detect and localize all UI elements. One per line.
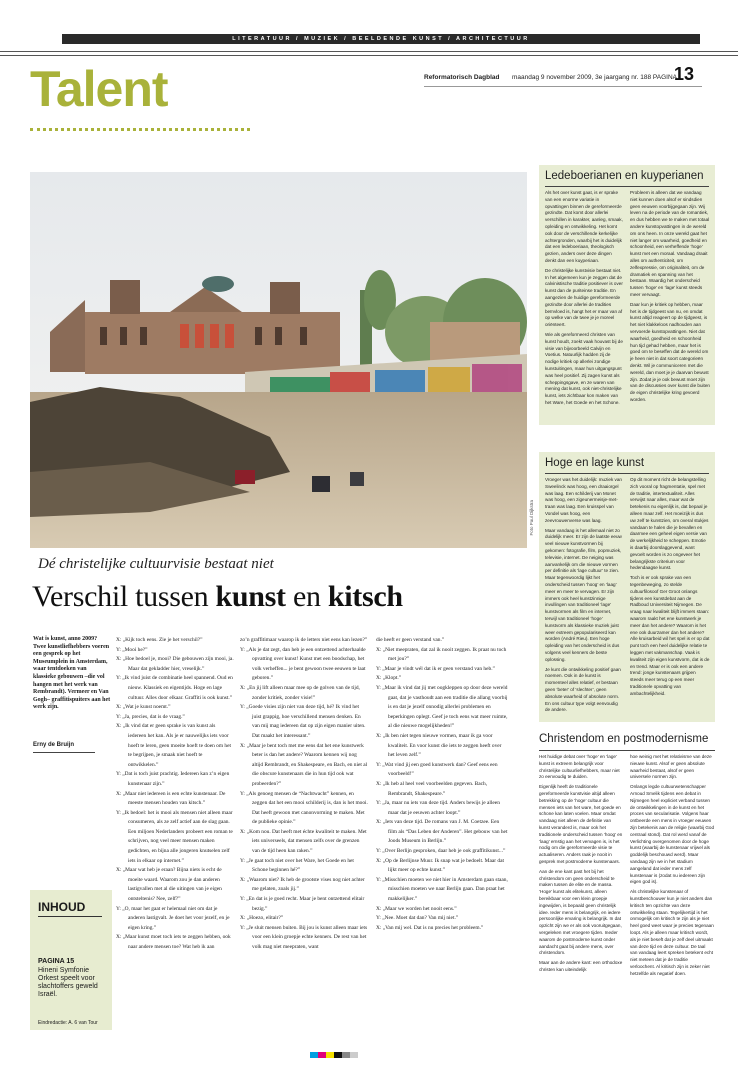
headline-part2: en (285, 580, 328, 613)
dialogue-line: Y: „O, maar het gaat er helemaal niet om dat je anderen lastigvalt. Je doet het voor jezelf, en je eigen kring.” (116, 905, 230, 931)
dialogue-line: Y: „Misschien moeten we niet hier in Amsterdam gaan staan, misschien moeten we naar Berlijn gaan. Dan praat het makkelijker.” (376, 876, 508, 903)
museumplein-photo (30, 172, 527, 548)
dialogue-line: X: „En jij lift alleen maar mee op de golven van de tijd, zonder kritiek, zonder visie!” (240, 684, 360, 701)
dialogue-line: X: „Maar we worden het nooit eens.” (376, 905, 457, 912)
dialogue-line: X: „Waarom niet? Ik heb de grootste vises nog niet achter me gelaten, zoals jij.” (240, 876, 365, 893)
inhoud-rule (38, 916, 102, 917)
paragraph: Eigenlijk heeft de traditionele gereformeerde kunstvisie altijd alleen betrekking op de ‘hoge’ cultuur die mensen iets van het ware, het goede en schone kan laten voelen. Maar omdat vandaag niet alleen de definitie van kunst veranderd is, maar ook het traditionele onderscheid tussen ‘hoog’ en ‘laag’ ernstig aan het vervagen is, is het nodig om die gereformeerde visie te actualiseren. Anders raak je nooit in gesprek met postmoderne kunstenaars. (539, 784, 623, 864)
photo-credit: Foto Paul Dijkstra (529, 500, 534, 536)
dateline: maandag 9 november 2009, 3e jaargang nr. 188 PAGINA (512, 74, 678, 81)
dialogue-line: X: „Maar je bent toch met me eens dat het ene kunstwerk beter is dan het andere? Waarom kennen wij nog altijd Rembrandt, en Shakespeare, en Bach, en niet al die obscure kunstenaars die in hun tijd ook wat probeerden?” (240, 742, 368, 787)
paragraph: Maar aan de andere kant: een orthodoxe christen kan uiteindelijk (539, 960, 623, 972)
inhoud-page: PAGINA 15 (38, 958, 75, 965)
section-band: LITERATUUR / MUZIEK / BEELDENDE KUNST / ARCHITECTUUR (62, 34, 700, 44)
dialogue-line: X: „Ik ben niet tegen nieuwe vormen, maar ik ga voor kwaliteit. En voor kunst die iets te zeggen heeft over het leven zelf.” (376, 732, 502, 759)
paragraph: Aan de ene kant past het bij het christendom om geen onderscheid te maken tussen de elite en de massa. ‘Hoge’ kunst als elitekunst, alleen bereikbaar voor een klein groepje ingewijden, is bepaald geen christelijk idee. Ieder mens is belangrijk, en iedere persoonlijke ervaring is belangrijk. In dat opzicht zijn we er als ook vooruitgegaan, vergeleken met vroegere tijden. Ineder waarom de postmoderne kunst onder aandacht gaat bij andere mens, over christendom. (539, 868, 622, 956)
kicker: Dé christelijke cultuurvisie bestaat niet (38, 556, 274, 572)
paragraph: Je kunt die ontwikkeling positief gaan noemen. Ook in de kunst is momenteel alles relatief, er bestaan geen ‘beter’ of ‘slechter’, geen absolute waarheid of absolute norm. En ons cultuur type volgt eenvoudig de andere. (545, 666, 621, 713)
editor-credit: Eindredactie: A. 6 van Tour (38, 1020, 98, 1026)
sidebar-column-left (545, 190, 623, 410)
dialogue-line: Y: „Je gaat toch niet over het Ware, het Goede en het Schone beginnen hé?” (240, 857, 354, 874)
paragraph: Probleem is alleen dat we vandaag niet kunnen doen alsof er sindsdien geen eeuwen voorbijgegaan zijn. Wij leven na de periode van de romantiek, en dus hebben we te maken met totaal andere kunstopvattingen in de wereld om ons heen. In onze wereld gaat het niet langer om waarheid, goedheid en schoonheid, een verheffende ‘hoge’ kunst met een moraal. Vandaag draait alles om authenticiteit, om zelfexpressie, om originaliteit, om de dramatiek en spanning van het bestaan. Waardig het onderscheid tussen ‘hoge’ en ‘lage’ kunst steeds meer vervaagt. (630, 190, 710, 297)
sidebar-rule (539, 750, 715, 751)
paragraph: Als christelijke kunstenaar of kunstbeschouwer kun je niet anders dan kritisch ten opzichte van deze ontwikkeling staan. Tegelijkertijd is het onmogelijk om kritisch te zijn als je niet heel goed weet waar je precies tegenaan loopt. Als je alleen maar kritisch wordt, als je niet beseft dat je zelf deel uitmaakt van deze tijd en deze cultuur. De taal van vandaag leert spreken betekent echt niet meteen dat je de traditie verloochent. Al kritisch zijn is zeker niet hetzelfde als negatief doen. (630, 889, 714, 976)
section-title: Talent (30, 61, 168, 117)
headline-part1: Verschil tussen (32, 580, 216, 613)
dialogue-line: X: „Klopt.” (376, 675, 402, 682)
sidebar-column-left (545, 477, 623, 717)
byline-rule (33, 752, 95, 753)
dialogue-line: Y: „Goede visies zijn niet van deze tijd, hé? Ik vind het juist grappig, hoe verschillend mensen denken. En van mij mag iedereen dat op zijn eigen manier uiten. Dat maakt het interessant.” (240, 704, 366, 739)
article-column-2 (240, 636, 368, 953)
sidebar-title: Ledeboerianen en kuyperianen (545, 170, 704, 182)
paragraph: Onlangs legde cultuurwetenschapper Arnoud Smelik tijdens een debat in Nijmegen heel expliciet verband tussen de ontwikkelingen in de kunst en het proces van secularisatie. Volgens haar ontbeerde een mens in vroeger eeuwen zijn betekenis aan de religie (waarbij God centraal stond). Dat rol werd vanaf de Verlichting overgenomen door de hoge kunst (waarbij de kunstenaar vrijwel als goddelijk beschouwd werd). Maar vandaag zijn we in het stadium aangeland dat ieder mens zelf kunstenaar is (zodat nu iedereen zijn eigen god is). (630, 784, 715, 885)
dialogue-line: Y: „Nee. Moet dat dan? Van mij niet.” (376, 915, 459, 922)
sidebar-column-right (630, 190, 710, 407)
dialogue-line: Y: „Maar je vindt wél dat ik er geen verstand van heb.” (376, 665, 495, 672)
print-color-bar (60, 1052, 660, 1058)
sidebar-column-right (630, 754, 714, 981)
paragraph: hoe weinig met het relativisme van deze nieuwe kunst. Alsof er geen absolute waarheid bestaat, alsof er geen universele normen zijn. (630, 754, 712, 780)
dialogue-line: X: „Kijk toch eens. Zie je het verschil?” (116, 637, 203, 643)
dialogue-line: Y: „Je sluit mensen buiten. Bij jou is kunst alleen maar iets voor een klein groepje echte kenners. De rest van het volk mag niet meepraten, want (240, 924, 368, 950)
inhoud-title: INHOUD (38, 900, 86, 914)
dialogue-line: X: „Kom nou. Dat heeft met échte kwaliteit te maken. Met iets universeels, dat mensen zelfs over de grenzen van de tijd heen kan raken.” (240, 828, 367, 855)
dialogue-line: X: „Op de Berlijnse Muur. Ik snap wat je bedoelt. Maar dat lijkt meer op echte kunst.” (376, 857, 504, 874)
dialogue-line: Y: „Maar ik vind dat jij met oogkleppen op door deze wereld gaat, dat je vasthoudt aan een traditie die allang voorbij is en dat je jezelf onnodig allerlei problemen en beperkingen oplegt. Geef je toch eens wat meer ruimte, al die nieuwe mogelijkheden!” (376, 684, 508, 730)
dialogue-line: Y: „Als je dat zegt, dan heb je een ontzettend achterhaalde opvatting over kunst! Kunst met een boodschap, het volk verheffen... je bent gewoon twee eeuwen te laat geboren.” (240, 646, 366, 682)
paragraph: De christelijke kunstvisie bestaat niet. In het algemeen kun je zeggen dat de calvinistische traditie positiever is over kunst dan de puriteinse traditie. En aangezien de huidige gereformeerde gezindte door allerlei de tradities beïnvloed is, hangt het er maar van af op welke van de twee je je moreel oriënteert. (545, 267, 623, 328)
dialogue-line: X: „Maar wat heb je eraan? Bijna niets is echt de moeite waard. Waarom zou je dan anderen lastigvallen met al die uitingen van je eigen ontsteltenis? Nee, zelf?” (116, 867, 222, 903)
dialogue-line: Y: „Ik bedoel: het is mooi als mensen niet alleen maar consumeren, als ze zelf actief aan de slag gaan. Een miljoen Nederlanders probeert een roman te schrijven, nog veel meer mensen maken gedichten, en bijna alle jongeren knutselen zelf iets in elkaar op internet.” (116, 809, 233, 864)
dialogue-line: Y: „Wat vind jij een goed kunstwerk dan? Geef eens een voorbeeld!” (376, 761, 498, 778)
dialogue-line: X: „Niet meepraten, dat zal ik nooit zeggen. Ik praat nu toch met jou?” (376, 646, 507, 663)
dialogue-line: Y: „Mooi he?” (116, 646, 148, 653)
header-rule (424, 86, 702, 87)
dialogue-line: X: „Wat je kunst noemt.” (116, 704, 171, 711)
dialogue-line: Y: „Dat is toch juist prachtig. Iedereen kan z’n eigen kunstenaar zijn.” (116, 771, 230, 787)
page-number: 13 (674, 64, 695, 84)
headline-bold1: kunst (215, 580, 286, 613)
dialogue-line: Y: „Over Berlijn gesproken, daar heb je ook graffitikunst...” (376, 848, 506, 855)
sidebar-title: Hoge en lage kunst (545, 457, 645, 469)
headline (32, 580, 403, 614)
paragraph: Als het over kunst gaat, is er sprake van een enorme variatie in opvattingen binnen de gereformeerde gezindte. Dat komt door allerlei verschillen in karakter, aanleg, smaak, opleiding en ontwikkeling. Het komt ook door de verschillende kerkelijke achtergronden, waarbij het is duidelijk dat een ledeboeriaan, theologisch gezien, anders over deze dingen denkt dan een kuyperiaan. (545, 190, 623, 263)
sidebar-rule (545, 186, 709, 187)
sidebar-rule (545, 473, 709, 474)
dialogue-line: die heeft er geen verstand van.” (376, 637, 445, 643)
paragraph: Maar vandaag is het allemaal niet zo duidelijk meer. Er zijn de laatste eeuw veel nieuwe kunstvormen bij gekomen: fotografie, film, popmuziek, televisie, internet. De neiging was aanvankelijk om die nieuwe vormen per definitie als ‘lage cultuur’ te zien. Maar tegenwoordig lijkt het onderscheid tussen ‘hoog’ en ‘laag’ meer en meer te vervagen. Er zijn immers ook heel kunstzinnige invullingen van traditioneel ‘lage’ kunstvormen als film en internet, terwijl van traditioneel ‘hoge’ kunstvorm als klassieke muziek juist weer extreem gepopulariseerd kan worden (André Rieu). Een hoge opleiding van het onderscheid is dus volgens veel kenners de beste oplossing. (545, 527, 622, 662)
dialogue-line: X: „Iets van deze tijd. De romans van J. M. Coetzee. Een film als “Das Leben der Anderen”. Het gebouw van het Joods Museum in Berlijn.” (376, 819, 508, 845)
intro: Wat is kunst, anno 2009? Twee kunstliefhebbers voeren een gesprek op het Museumplein in Amsterdam, waar tentdoeken van klassieke gebouwen –die vol hangen met het werk van Rembrandt). Vermeer en Van Gogh– graffitispuiters aan het werk zijn. (33, 636, 111, 711)
paragraph: Vroeger was het duidelijk: muziek van Sweelinck was hoog, een draaiorgel was laag. Een schilderij van Monet was hoog, een zigeunermeisje-met-traan was laag. Een kruisspel van Vondel was hoog, een zeevrouwenverse was laag. (545, 477, 622, 523)
dialogue-line: X: „Ik vind dat er geen sprake is van kunst als iedereen het kan. Als je er nauwelijks iets voor hoeft te leren, geen moeite hoeft te doen om het te begrijpen, je smaak niet hoeft te ontwikkelen.” (116, 723, 231, 768)
paragraph: Toch is er ook sprake van een tegenbeweging, zo stelde cultuurfilosoof Ger Groot onlangs tijdens een kunstdebat aan de Radboud Universiteit Nijmegen. De vraag naar kwaliteit blijft immers staan: waarom raakt het ene kunstwerk je meer dan het andere? Waarom is het ene ook duurzamer dan het andere? Alle kruisarbeid wil het spel is er op dat punt toch een heel duidelijke relatie te leggen met vakmanschap. Vaak is kwaliteit zijn eigen kunstvorm, dat is de en trend. Maar er is ook een andere trend: jonge kunstenaars grijpen steeds meer terug op een meer traditionele opvatting van ambachtelijkheid. (630, 575, 710, 696)
paragraph: Daar kun je kritiek op hebben, maar het is de tijdgeest van nu, en omdat kunst altijd reageert op de tijdgeest, is het niet klakkeloos nadhouden aan vervoerde kunstopvattingen. Niet dat waarheid, goedheid en schoonheid hun tijd gehad hebben, maar het is goed om te beseffen dat de wereld om je heen niet in dat soort categorieën denkt. Wil je communiceren met die wereld, dan moet je je daarvan bewust zijn. Zodat je je ook bewust moet zijn van de discussies over kunst die buiten de eigen christelijke kring gevoerd worden. (630, 301, 710, 402)
dialogue-line: X: „Hoezo, elitair?” (240, 915, 284, 922)
dialogue-line: Y: „Als genoeg mensen de “Nachtwacht” kennen, en zeggen dat het een mooi schilderij is, dan is het mooi. Dat heeft gewoon met canonvorming te maken. Met de publieke opinie.” (240, 790, 368, 826)
dialogue-line: X: „Hoe bedoel je, mooi? Die gebouwen zijn mooi, ja. Maar dat gekladder hier, vreselijk.” (116, 656, 234, 672)
dialogue-line: X: „Maar kunst moet toch iets te zeggen hebben, ook naar andere mensen toe? Wat heb ik aan (116, 934, 231, 950)
newspaper-name: Reformatorisch Dagblad (424, 74, 500, 81)
paragraph: Wie als gereformeerd christen van kunst houdt, zoekt vaak houvast bij de visie van bijvoorbeeld Calvijn en Voetius. Natuurlijk hadden zij de nodige kritiek op allerlei zondige kunstuitingen, maar hun uitgangspunt was heel positief. Zij zagen kunst als scheppingsgave, en ze waren van mening dat kunst, ook niet-christelijke kunst, iets zichtbaar kon maken van het Ware, het Goede en het Schone. (545, 331, 623, 405)
dialogue-line: X: „Van mij wel. Dat is nu precies het probleem.” (376, 924, 484, 931)
dialogue-line: Y: „Ja, maar nu iets van deze tijd. Anders bewijs je alleen maar dat je eeuwen achter loopt.” (376, 800, 500, 816)
paragraph: Het huidige debat over ‘hoge’ en ‘lage’ kunst is extreem belangrijk voor christelijke cultuurliefhebbers, maar niet zo eenvoudig te duiden. (539, 754, 620, 780)
headline-bold2: kitsch (327, 580, 403, 613)
sidebar-column-right (630, 477, 710, 701)
dialogue-line: Y: „Ja, precies, dat is de vraag.” (116, 713, 185, 720)
sidebar-column-left (539, 754, 623, 977)
dotted-divider (30, 128, 250, 131)
byline: Erny de Bruijn (33, 742, 75, 748)
sidebar-title: Christendom en postmodernisme (539, 733, 709, 745)
dialogue-line: Y: „Ik vind juist de combinatie heel spannend. Oud en nieuw. Klassiek en eigentijds. Hoge en lage cultuur. Alles door elkaar. Graffiti is ook kunst.” (116, 675, 233, 701)
article-column-3 (376, 636, 508, 933)
main-photo (30, 172, 527, 548)
header-double-rule (0, 51, 738, 56)
inhoud-text: Hineni Symfonie Orkest speelt voor slachtoffers geweld Israël. (38, 967, 98, 998)
dialogue-line: zo’n graffitimaar waarop ik de letters niet eens kan lezen?” (240, 637, 368, 643)
dialogue-line: Y: „En dat is je goed recht. Maar je bent ontzettend elitair bezig.” (240, 896, 365, 912)
article-column-1 (116, 636, 234, 953)
dialogue-line: X: „Maar niet iedereen is een echte kunstenaar. De meeste mensen houden van kitsch.” (116, 790, 226, 807)
dialogue-line: X: „Ik heb al heel veel voorbeelden gegeven. Bach, Rembrandt, Shakespeare.” (376, 780, 488, 797)
paragraph: Op dit moment richt de belangstelling zich vooral op fragmentatie, spel met de traditie, intertextualiteit. Alles verwijst naar alles, maar wat de betekenis nu eigenlijk is, dat bepaal je alleen maar zelf. Het moeizijk is dus uw zelf te kunstzien, om overal stukjes vandaan te halen die je bevallen en daarmee een geheel eigen versie van de werkelijkheid te scheppen. Emotie is daarbij doorslaggevend, want gevoelt worden is zo ongeveer het belangrijkste criterium voor hedendaagse kunst. (630, 477, 709, 571)
